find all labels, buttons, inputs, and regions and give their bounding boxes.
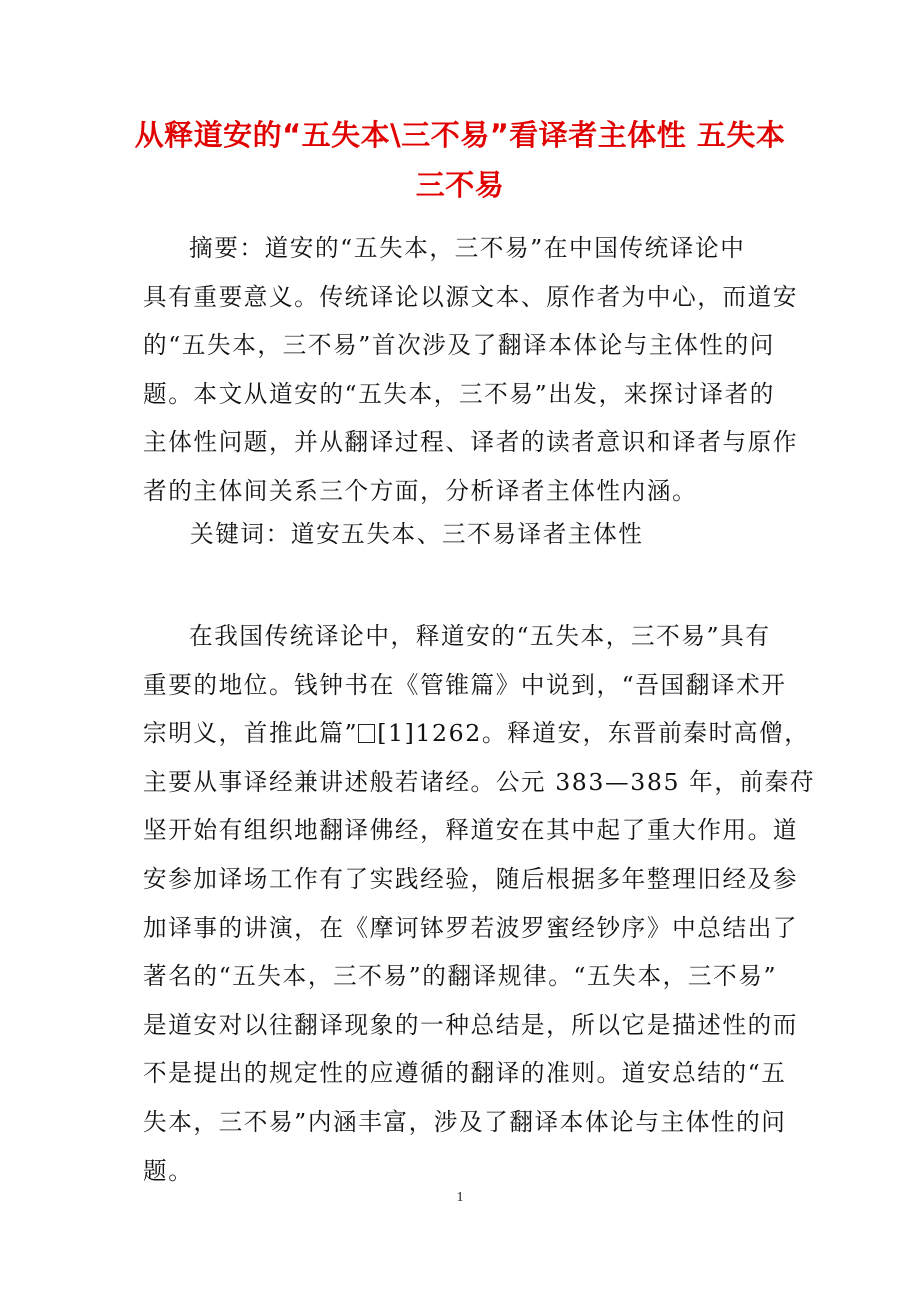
paragraph-line: 在我国传统译论中，释道安的“五失本，三不易”具有 — [189, 622, 771, 650]
paragraph-line: 失本，三不易”内涵丰富，涉及了翻译本体论与主体性的问 — [143, 1107, 787, 1136]
paragraph-line: 坚开始有组织地翻译佛经，释道安在其中起了重大作用。道 — [143, 816, 799, 845]
abstract-line: 具有重要意义。传统译论以源文本、原作者为中心，而道安 — [143, 282, 799, 311]
abstract — [143, 224, 799, 516]
paragraph-line: 重要的地位。钱钟书在《管锥篇》中说到，“吾国翻译术开 — [143, 670, 787, 699]
paragraph-line: 著名的“五失本，三不易”的翻译规律。“五失本，三不易” — [143, 962, 778, 991]
abstract-line: 题。本文从道安的“五失本，三不易”出发，来探讨译者的 — [143, 379, 775, 408]
body-paragraph — [143, 612, 816, 1195]
abstract-line: 摘要：道安的“五失本，三不易”在中国传统译论中 — [189, 234, 746, 262]
citation-text: [1]1262。释道安，东晋前秦时高僧， — [377, 719, 810, 748]
paragraph-line: 不是提出的规定性的应遵循的翻译的准则。道安总结的“五 — [143, 1059, 787, 1088]
paragraph-line: 主要从事译经兼讲述般若诸经。公元 383—385 年，前秦苻 — [143, 767, 816, 796]
paragraph-line: 是道安对以往翻译现象的一种总结是，所以它是描述性的而 — [143, 1010, 799, 1039]
paragraph-line-text: 宗明义，首推此篇” — [143, 719, 359, 748]
missing-glyph-box-icon — [358, 724, 375, 743]
abstract-line: 主体性问题，并从翻译过程、译者的读者意识和译者与原作 — [143, 428, 799, 457]
abstract-line: 者的主体间关系三个方面，分析译者主体性内涵。 — [143, 476, 698, 505]
paragraph-line: 安参加译场工作有了实践经验，随后根据多年整理旧经及参 — [143, 864, 799, 893]
keywords: 关键词：道安五失本、三不易译者主体性 — [190, 520, 644, 548]
page-number: 1 — [456, 1190, 464, 1205]
paragraph-line: 题。 — [143, 1156, 194, 1185]
abstract-line: 的“五失本，三不易”首次涉及了翻译本体论与主体性的问 — [143, 331, 775, 360]
paragraph-line-with-citation — [143, 709, 810, 758]
title-line: 从释道安的“五失本\三不易”看译者主体性 五失本 — [134, 118, 786, 152]
document-title — [130, 110, 790, 210]
title-line: 三不易 — [415, 168, 505, 202]
paragraph-line: 加译事的讲演，在《摩诃钵罗若波罗蜜经钞序》中总结出了 — [143, 913, 799, 942]
